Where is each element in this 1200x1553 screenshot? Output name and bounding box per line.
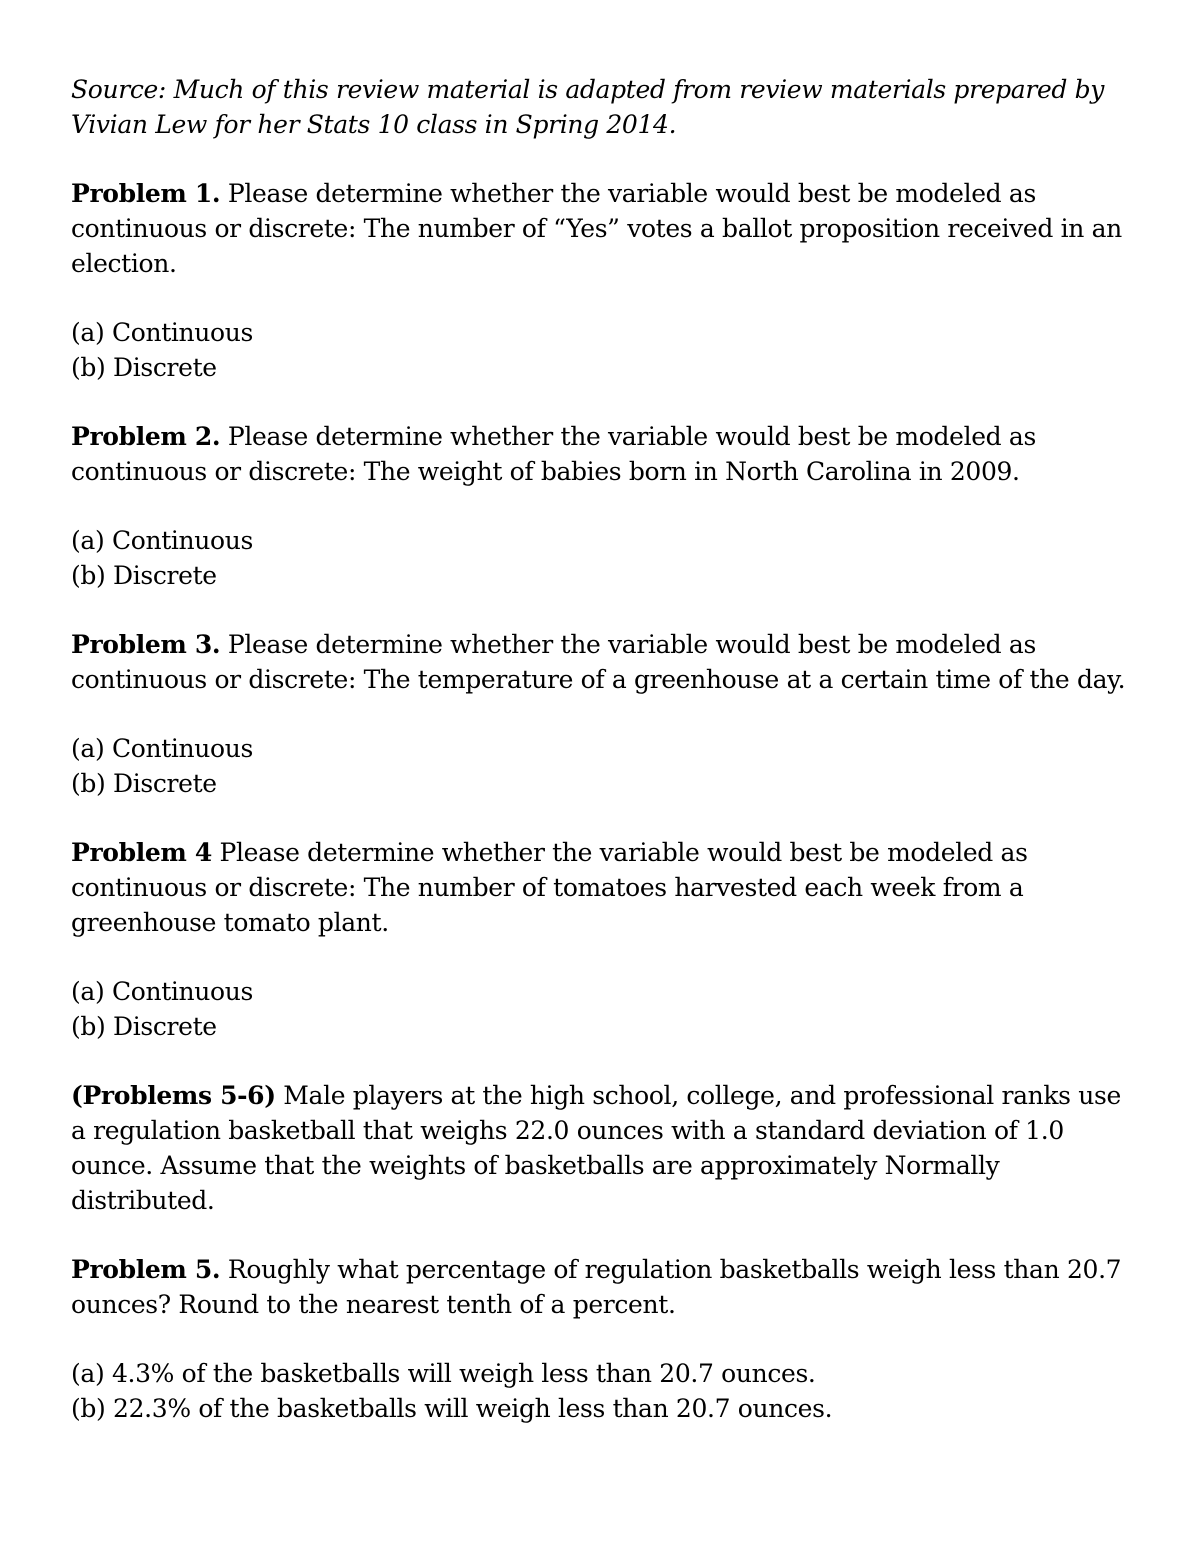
problem-2-options <box>71 523 1141 593</box>
problems-5-6-label: (Problems 5-6) <box>71 1081 276 1110</box>
problem-5-label: Problem 5. <box>71 1255 221 1284</box>
problem-2-text: Please determine whether the variable would best be modeled as continuous or discrete: The weight of babies born in North Carolina in 2009. <box>71 422 1036 486</box>
problem-1-options <box>71 315 1141 385</box>
problems-5-6-text: Male players at the high school, college, and professional ranks use a regulation basketball that weighs 22.0 ounces with a standard deviation of 1.0 ounce. Assume that the weights of basketballs are approximately Normally distributed. <box>71 1081 1121 1215</box>
problem-3-label: Problem 3. <box>71 630 221 659</box>
problem-5-options <box>71 1356 1141 1426</box>
problem-3-option-b: (b) Discrete <box>71 769 217 798</box>
problem-5-prompt <box>71 1252 1141 1322</box>
problem-4-option-a: (a) Continuous <box>71 977 253 1006</box>
problem-5-text: Roughly what percentage of regulation basketballs weigh less than 20.7 ounces? Round to the nearest tenth of a percent. <box>71 1255 1122 1319</box>
problem-4-prompt <box>71 835 1141 940</box>
problem-5-option-a: (a) 4.3% of the basketballs will weigh less than 20.7 ounces. <box>71 1359 816 1388</box>
problem-3-options <box>71 731 1141 801</box>
problem-4-option-b: (b) Discrete <box>71 1012 217 1041</box>
problem-5-option-b: (b) 22.3% of the basketballs will weigh less than 20.7 ounces. <box>71 1394 833 1423</box>
problem-1-label: Problem 1. <box>71 179 221 208</box>
problem-3-prompt <box>71 627 1141 697</box>
problem-4-text: Please determine whether the variable would best be modeled as continuous or discrete: The number of tomatoes harvested each week from a greenhouse tomato plant. <box>71 838 1028 937</box>
problem-4-options <box>71 974 1141 1044</box>
document-page <box>71 72 1141 1460</box>
problem-1-prompt <box>71 176 1141 281</box>
problem-2-prompt <box>71 419 1141 489</box>
problem-1-option-a: (a) Continuous <box>71 318 253 347</box>
problem-2-option-b: (b) Discrete <box>71 561 217 590</box>
problem-3-text: Please determine whether the variable would best be modeled as continuous or discrete: The temperature of a greenhouse at a certain time of the day. <box>71 630 1126 694</box>
problem-4-label: Problem 4 <box>71 838 212 867</box>
problem-2-label: Problem 2. <box>71 422 221 451</box>
source-note: Source: Much of this review material is adapted from review materials prepared by Vivian Lew for her Stats 10 class in Spring 2014. <box>71 75 1105 139</box>
problem-1-text: Please determine whether the variable would best be modeled as continuous or discrete: The number of “Yes” votes a ballot proposition received in an election. <box>71 179 1122 278</box>
problem-3-option-a: (a) Continuous <box>71 734 253 763</box>
problem-2-option-a: (a) Continuous <box>71 526 253 555</box>
problem-1-option-b: (b) Discrete <box>71 353 217 382</box>
problems-5-6-setup <box>71 1078 1141 1218</box>
